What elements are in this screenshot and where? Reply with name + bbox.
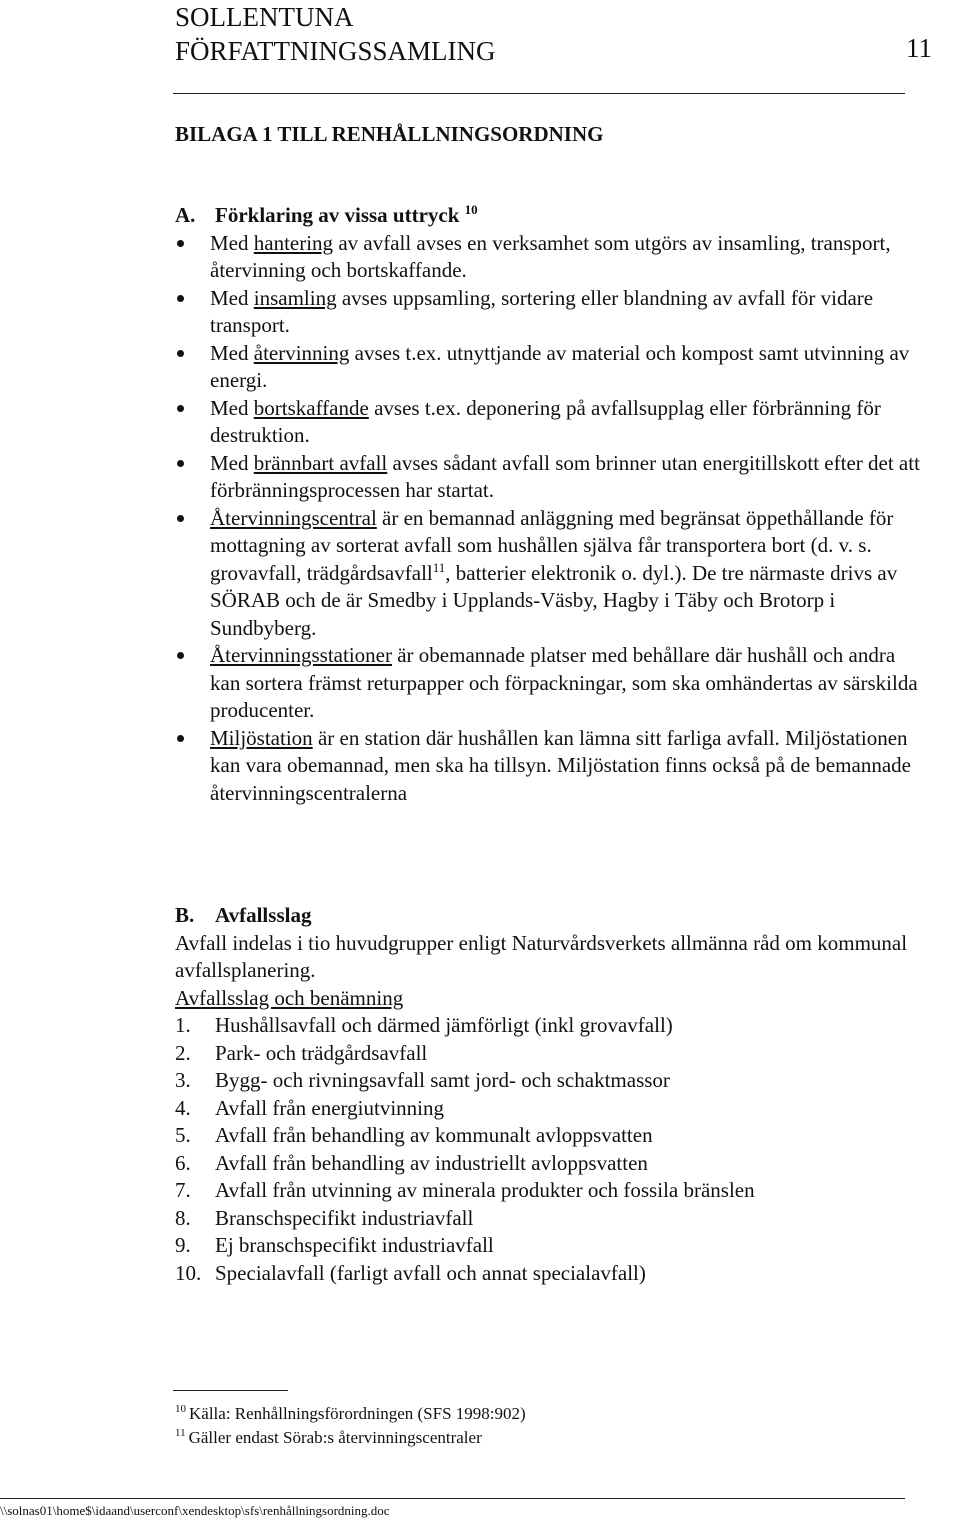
section-b-intro: Avfall indelas i tio huvudgrupper enligt Naturvårdsverkets allmänna råd om kommunal avfallsplanering. [175, 930, 908, 982]
footer-divider [0, 1498, 905, 1499]
term-brannbart-avfall: brännbart avfall [253, 450, 388, 475]
list-item: 1. Hushållsavfall och därmed jämförligt (inkl grovavfall) [175, 1013, 673, 1037]
list-item: Återvinningscentral är en bemannad anläggning med begränsat öppethållande för mottagning av sorterat avfall som hushållen själva får transportera bort (d. v. s. grovavfall, trädgårdsavfall$^{11}$, batterier elektronik o. dyl.). De tre närmaste drivs av SÖRAB och de är Smedby i Upplands-Väsby, Hagby i Täby och Brotorp i Sundbyberg. [175, 505, 920, 643]
term-miljostation: Miljöstation [210, 725, 313, 750]
section-b [175, 902, 920, 1287]
list-item: 7. Avfall från utvinning av minerala produkter och fossila bränslen [175, 1178, 755, 1202]
list-item: 10. Specialavfall (farligt avfall och annat specialavfall) [175, 1260, 646, 1285]
definitions-list [175, 230, 920, 808]
footnote-divider [173, 1390, 288, 1391]
list-item: 6. Avfall från behandling av industriellt avloppsvatten [175, 1150, 648, 1175]
term-atervinningsstationer: Återvinningsstationer [210, 643, 392, 667]
document-title: BILAGA 1 TILL RENHÅLLNINGSORDNING [175, 122, 604, 146]
footnote-11: $^{11}$ Gäller endast Sörab:s återvinningscentraler [175, 1427, 482, 1447]
section-a-title: Förklaring av vissa uttryck [215, 203, 460, 227]
footnote-ref-11: 11 [432, 559, 446, 575]
waste-types-heading: Avfallsslag och benämning [175, 985, 404, 1010]
section-b-heading [175, 902, 920, 930]
list-item: 4. Avfall från energiutvinning [175, 1095, 444, 1120]
term-bortskaffande: bortskaffande [253, 395, 369, 420]
header-divider [173, 93, 905, 94]
footnote-10: $^{10}$ Källa: Renhållningsförordningen (SFS 1998:902) [175, 1403, 526, 1423]
list-item: Med bortskaffande avses t.ex. deponering på avfallsupplag eller förbränning för destruktion. [175, 395, 920, 450]
section-a [175, 202, 920, 807]
list-item: Med hantering av avfall avses en verksamhet som utgörs av insamling, transport, återvinning och bortskaffande. [175, 230, 920, 285]
list-item: 5. Avfall från behandling av kommunalt avloppsvatten [175, 1123, 653, 1147]
section-b-title: Avfallsslag [215, 903, 312, 927]
term-atervinning: återvinning [253, 340, 350, 365]
list-item: Med återvinning avses t.ex. utnyttjande av material och kompost samt utvinning av energi. [175, 340, 920, 395]
list-item: 2. Park- och trädgårdsavfall [175, 1040, 428, 1065]
list-item: Med insamling avses uppsamling, sortering eller blandning av avfall för vidare transport. [175, 285, 920, 340]
list-item: Återvinningsstationer är obemannade platser med behållare där hushåll och andra kan sortera främst returpapper och förpackningar, som ska omhändertas av särskilda producenter. [175, 642, 920, 725]
list-item: 8. Branschspecifikt industriavfall [175, 1205, 474, 1230]
footnote-ref-10: 10 [464, 202, 478, 217]
list-item: 9. Ej branschspecifikt industriavfall [175, 1233, 494, 1257]
section-a-letter: A. [175, 203, 196, 227]
term-hantering: hantering [253, 230, 334, 255]
page-number: 11 [906, 33, 932, 63]
header-organization [175, 0, 496, 68]
list-item: Med brännbart avfall avses sådant avfall som brinner utan energitillskott efter det att förbränningsprocessen har startat. [175, 450, 920, 505]
section-a-heading [175, 202, 920, 230]
section-b-letter: B. [175, 903, 195, 927]
footnotes [175, 1402, 526, 1450]
term-atervinningscentral: Återvinningscentral [210, 505, 377, 530]
header-org-line1: SOLLENTUNA [175, 2, 354, 32]
term-insamling: insamling [253, 285, 337, 310]
list-item: 3. Bygg- och rivningsavfall samt jord- och schaktmassor [175, 1068, 670, 1092]
footer-file-path: \\solnas01\home$\idaand\userconf\xendesktop\sfs\renhållningsordning.doc [0, 1503, 390, 1518]
waste-types-list [175, 1012, 920, 1287]
header-org-line2: FÖRFATTNINGSSAMLING [175, 36, 496, 66]
list-item: Miljöstation är en station där hushållen kan lämna sitt farliga avfall. Miljöstationen kan vara obemannad, men ska ha tillsyn. Miljöstation finns också på de bemannade återvinningscentralerna [175, 725, 920, 808]
